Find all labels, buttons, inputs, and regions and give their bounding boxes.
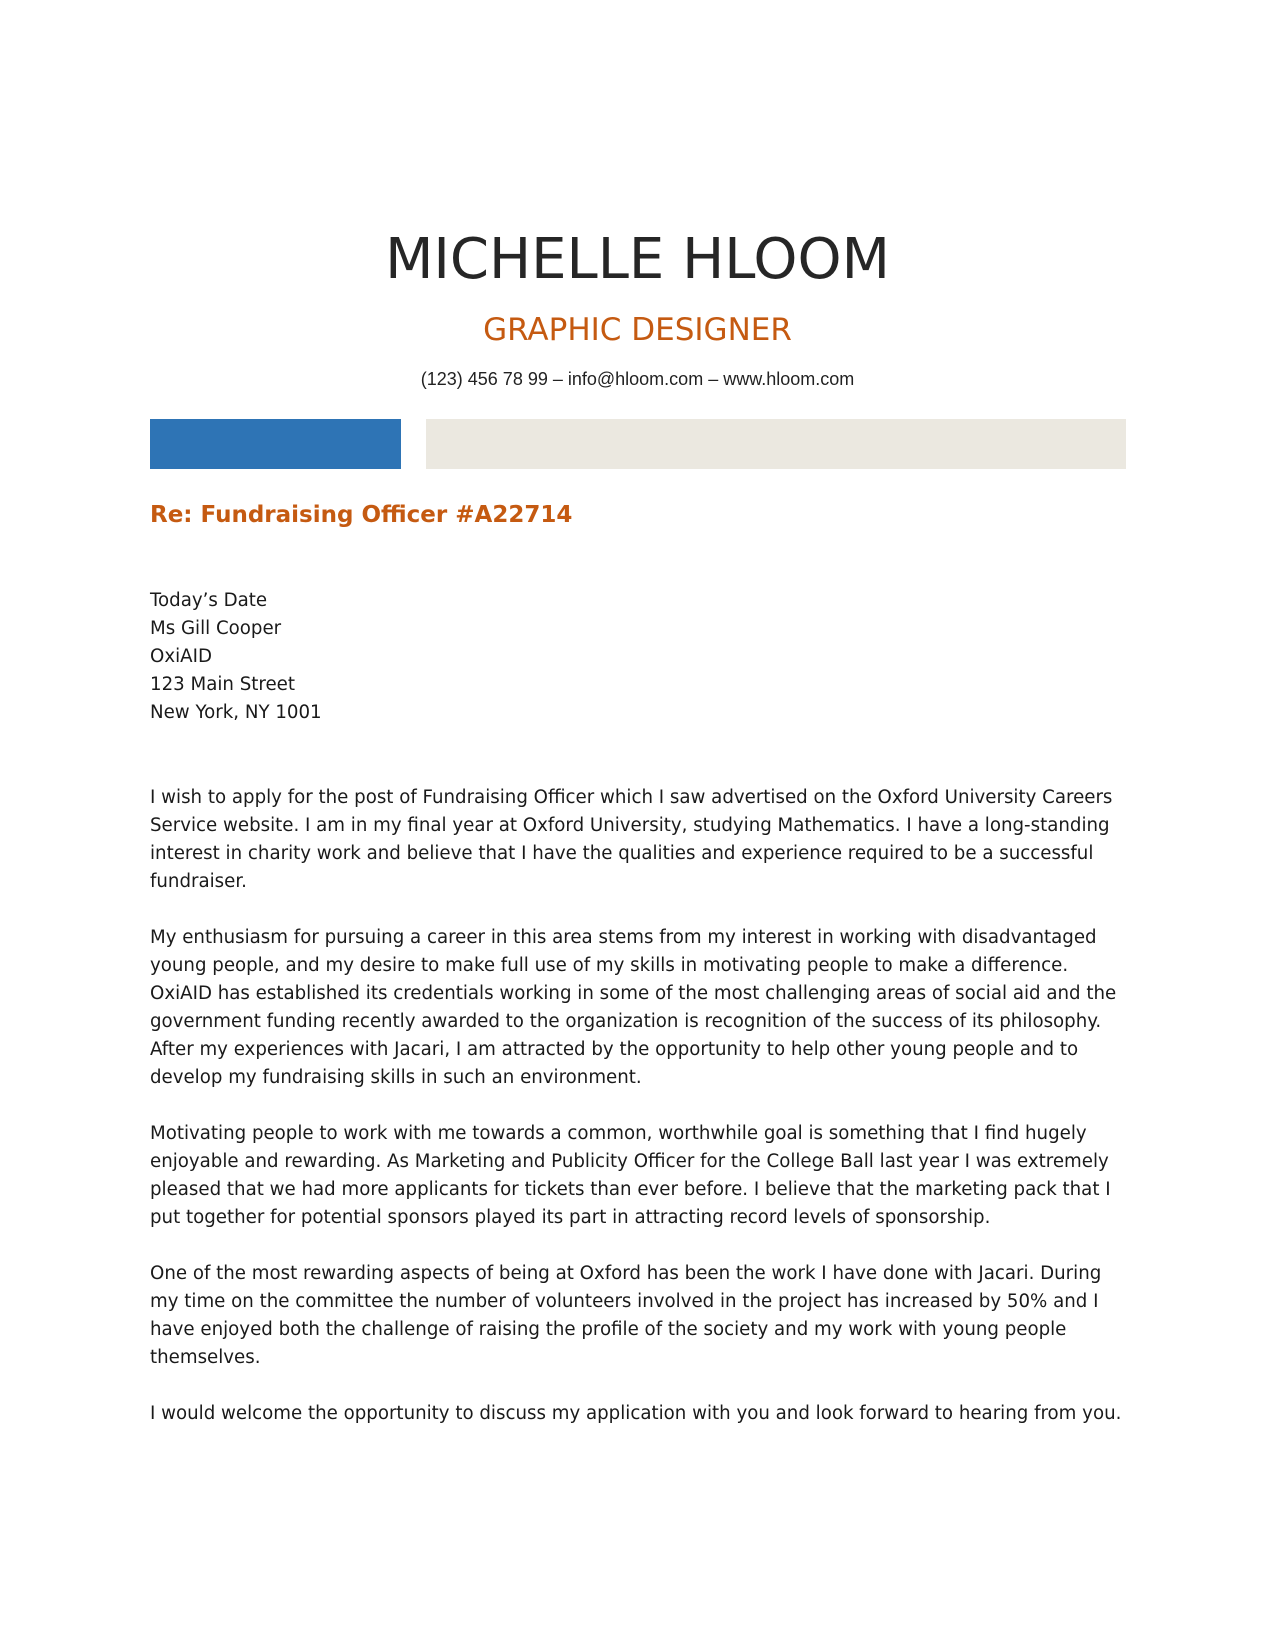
letter-paragraph: I wish to apply for the post of Fundraising Officer which I saw advertised on the Oxford University Careers Service website. I am in my final year at Oxford University, studying Mathematics. I have a long-standing interest in charity work and believe that I have the qualities and experience required to be a successful fundraiser.: [150, 787, 1113, 892]
decorative-bar-beige: [426, 419, 1126, 469]
applicant-name: MICHELLE HLOOM: [385, 227, 890, 292]
address-city: New York, NY 1001: [150, 702, 322, 723]
letter-paragraph: Motivating people to work with me towards a common, worthwhile goal is something that I find hugely enjoyable and rewarding. As Marketing and Publicity Officer for the College Ball last year I was extremely pleased that we had more applicants for tickets than ever before. I believe that the marketing pack that I put together for potential sponsors played its part in attracting record levels of sponsorship.: [150, 1123, 1111, 1228]
letter-paragraph: I would welcome the opportunity to discuss my application with you and look forward to hearing from you.: [150, 1403, 1122, 1424]
letter-body: [150, 784, 1128, 1456]
address-organization: OxiAID: [150, 646, 212, 667]
address-date: Today’s Date: [150, 590, 268, 611]
letter-paragraph: My enthusiasm for pursuing a career in this area stems from my interest in working with disadvantaged young people, and my desire to make full use of my skills in motivating people to make a difference. OxiAID has established its credentials working in some of the most challenging areas of social aid and the government funding recently awarded to the organization is recognition of the success of its philosophy. After my experiences with Jacari, I am attracted by the opportunity to help other young people and to develop my fundraising skills in such an environment.: [150, 927, 1117, 1088]
letter-paragraph: One of the most rewarding aspects of being at Oxford has been the work I have done with Jacari. During my time on the committee the number of volunteers involved in the project has increased by 50% and I have enjoyed both the challenge of raising the profile of the society and my work with young people themselves.: [150, 1263, 1102, 1368]
recipient-address: [150, 587, 1130, 727]
decorative-bar-blue: [150, 419, 401, 469]
contact-line: (123) 456 78 99 – info@hloom.com – www.hloom.com: [420, 369, 855, 389]
subject-line: Re: Fundraising Officer #A22714: [150, 502, 573, 528]
applicant-title: GRAPHIC DESIGNER: [483, 312, 792, 348]
address-recipient: Ms Gill Cooper: [150, 618, 282, 639]
address-street: 123 Main Street: [150, 674, 295, 695]
